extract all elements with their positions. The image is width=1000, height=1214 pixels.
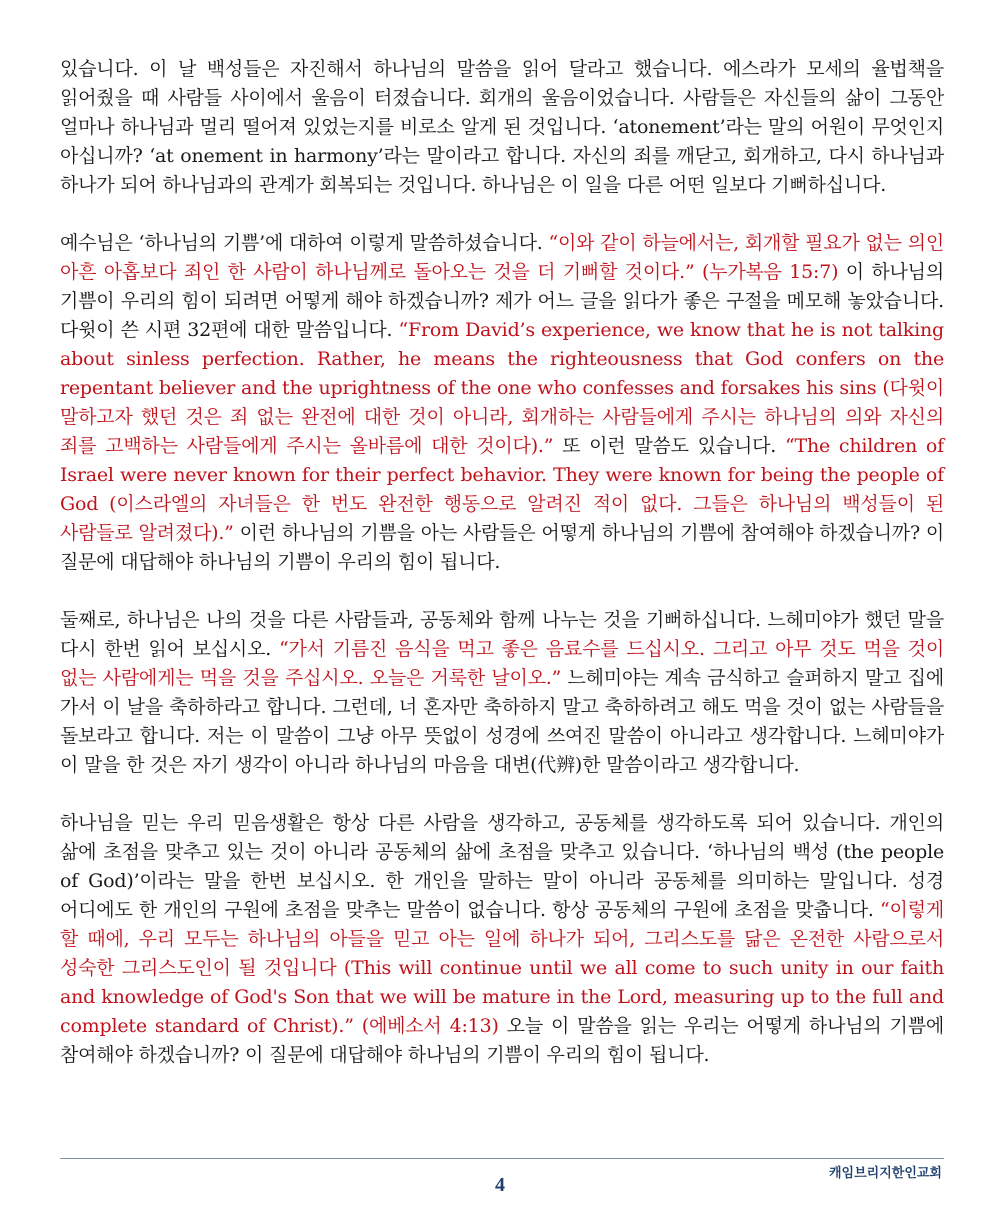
body-text-segment: 하나님을 믿는 우리 믿음생활은 항상 다른 사람을 생각하고, 공동체를 생각하도록 되어 있습니다. 개인의 삶에 초점을 맞추고 있는 것이 아니라 공동체의 삶에 초점을 맞추고 있습니다. ‘하나님의 백성 (the people of God)’이라는 말을 한번 보십시오. 한 개인을 말하는 말이 아니라 공동체를 의미하는 말입니다. 성경 어디에도 한 개인의 구원에 초점을 맞추는 말씀이 없습니다. 항상 공동체의 구원에 초점을 맞춥니다.	[60, 812, 944, 921]
scripture-quote: “From David’s experience, we know that he is not talking about sinless perfection. Rather, he means the righteousness that God confers on the repentant believer and the uprightness of the one who confesses and forsakes his sins (다윗이 말하고자 했던 것은 죄 없는 완전에 대한 것이 아니라, 회개하는 사람들에게 주시는 하나님의 의와 자신의 죄를 고백하는 사람들에게 주시는 올바름에 대한 것이다).”	[60, 319, 944, 457]
paragraph	[60, 809, 944, 1070]
body-text-segment: 예수님은 ‘하나님의 기쁨’에 대하여 이렇게 말씀하셨습니다.	[60, 232, 549, 254]
body-text-segment: 둘째로, 하나님은 나의 것을 다른 사람들과, 공동체와 함께 나누는 것을 기뻐하십니다. 느헤미야가 했던 말을 다시 한번 읽어 보십시오.	[60, 609, 944, 660]
body-text-segment: 또 이런 말씀도 있습니다.	[553, 435, 785, 457]
body-text-segment: 느헤미야는 계속 금식하고 슬퍼하지 말고 집에 가서 이 날을 축하하라고 합니다. 그런데, 너 혼자만 축하하지 말고 축하하려고 해도 먹을 것이 없는 사람들을 돌보라고 합니다. 저는 이 말씀이 그냥 아무 뜻없이 성경에 쓰여진 말씀이 아니라고 생각합니다. 느헤미야가 이 말을 한 것은 자기 생각이 아니라 하나님의 마음을 대변(代辨)한 말씀이라고 생각합니다.	[60, 667, 944, 776]
body-text-segment: 오늘 이 말씀을 읽는 우리는 어떻게 하나님의 기쁨에 참여해야 하겠습니까? 이 질문에 대답해야 하나님의 기쁨이 우리의 힘이 됩니다.	[60, 1015, 944, 1066]
scripture-quote: “The children of Israel were never known for their perfect behavior. They were known for being the people of God (이스라엘의 자녀들은 한 번도 완전한 행동으로 알려진 적이 없다. 그들은 하나님의 백성들이 된 사람들로 알려졌다).”	[60, 435, 944, 544]
paragraph	[60, 606, 944, 780]
scripture-quote: “가서 기름진 음식을 먹고 좋은 음료수를 드십시오. 그리고 아무 것도 먹을 것이 없는 사람에게는 먹을 것을 주십시오. 오늘은 거룩한 날이오.”	[60, 638, 944, 689]
body-text	[60, 55, 944, 1099]
body-text-segment: 이 하나님의 기쁨이 우리의 힘이 되려면 어떻게 해야 하겠습니까? 제가 어느 글을 읽다가 좋은 구절을 메모해 놓았습니다. 다윗이 쓴 시편 32편에 대한 말씀입니다.	[60, 261, 944, 341]
footer-divider	[60, 1158, 944, 1159]
body-text-segment: 이런 하나님의 기쁨을 아는 사람들은 어떻게 하나님의 기쁨에 참여해야 하겠습니까? 이 질문에 대답해야 하나님의 기쁨이 우리의 힘이 됩니다.	[60, 522, 944, 573]
paragraph	[60, 55, 944, 200]
body-text-segment: 있습니다. 이 날 백성들은 자진해서 하나님의 말씀을 읽어 달라고 했습니다. 에스라가 모세의 율법책을 읽어줬을 때 사람들 사이에서 울음이 터졌습니다. 회개의 울음이었습니다. 사람들은 자신들의 삶이 그동안 얼마나 하나님과 멀리 떨어져 있었는지를 비로소 알게 된 것입니다. ‘atonement’라는 말의 어원이 무엇인지 아십니까? ‘at onement in harmony’라는 말이라고 합니다. 자신의 죄를 깨닫고, 회개하고, 다시 하나님과 하나가 되어 하나님과의 관계가 회복되는 것입니다. 하나님은 이 일을 다른 어떤 일보다 기뻐하십니다.	[60, 58, 944, 196]
church-name: 캐임브리지한인교회	[828, 1166, 942, 1181]
scripture-quote: “이와 같이 하늘에서는, 회개할 필요가 없는 의인 아흔 아홉보다 죄인 한 사람이 하나님께로 돌아오는 것을 더 기뻐할 것이다.” (누가복음 15:7)	[60, 232, 944, 283]
scripture-quote: “이렇게 할 때에, 우리 모두는 하나님의 아들을 믿고 아는 일에 하나가 되어, 그리스도를 닮은 온전한 사람으로서 성숙한 그리스도인이 될 것입니다 (This will continue until we all come to such unity in our faith and knowledge of God's Son that we will be mature in the Lord, measuring up to the full and complete standard of Christ).” (에베소서 4:13)	[60, 899, 944, 1037]
paragraph	[60, 229, 944, 577]
page-number: 4	[495, 1174, 505, 1196]
